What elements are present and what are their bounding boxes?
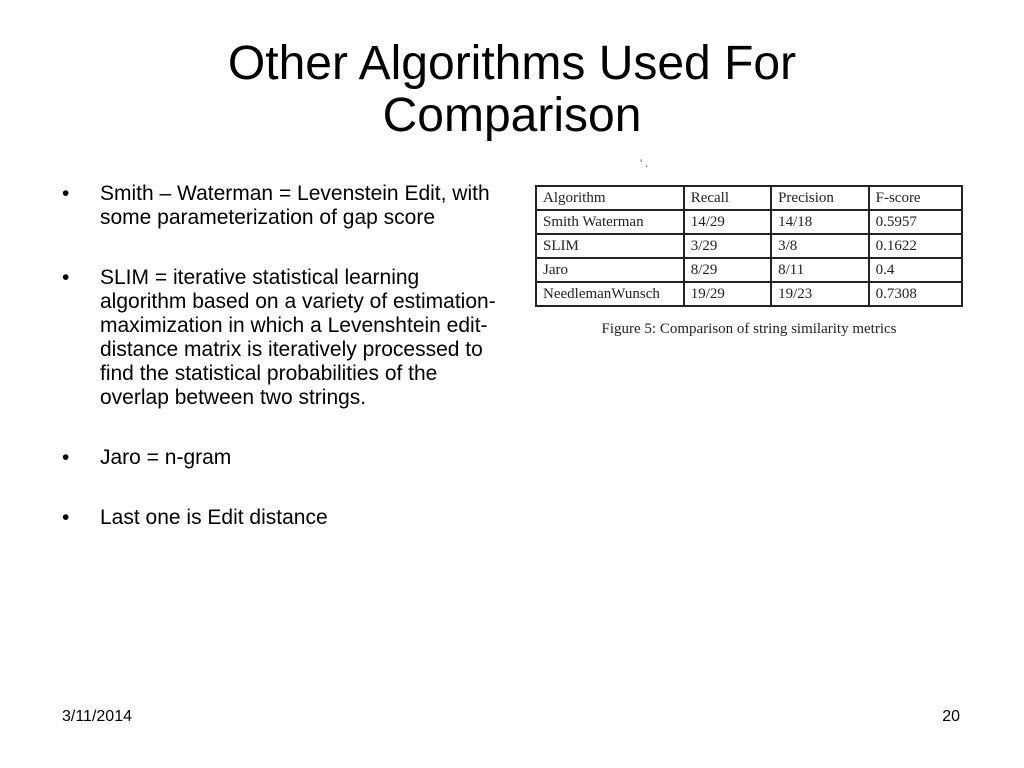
scan-artifact: ' .	[640, 156, 649, 170]
bullet-dot-icon: •	[62, 266, 70, 289]
table-row	[536, 234, 962, 258]
header-cell: F-score	[869, 186, 962, 210]
results-table	[535, 185, 963, 307]
table-row	[536, 282, 962, 306]
table-cell: 0.4	[869, 258, 962, 282]
bullet-item	[62, 266, 502, 410]
bullet-text: SLIM = iterative statistical learning algorithm based on a variety of estimation-maximization in which a Levenshtein edit-distance matrix is iteratively processed to find the statistical probabilities of the overlap between two strings.	[100, 266, 496, 409]
table-cell: 3/29	[684, 234, 771, 258]
bullet-item	[62, 446, 502, 470]
slide-title-line1: Other Algorithms Used For	[227, 37, 797, 90]
bullet-list	[62, 182, 502, 566]
table-cell: 8/29	[684, 258, 771, 282]
slide-title	[60, 38, 964, 142]
header-cell: Recall	[684, 186, 771, 210]
table-cell: 14/29	[684, 210, 771, 234]
slide-title-line2: Comparison	[382, 89, 642, 142]
bullet-dot-icon: •	[62, 446, 70, 469]
header-cell: Algorithm	[536, 186, 684, 210]
footer-date: 3/11/2014	[62, 708, 132, 725]
table-cell: Smith Waterman	[536, 210, 684, 234]
table-cell: NeedlemanWunsch	[536, 282, 684, 306]
figure-image	[535, 185, 963, 338]
table-cell: SLIM	[536, 234, 684, 258]
table-cell: 19/23	[771, 282, 869, 306]
table-cell: 3/8	[771, 234, 869, 258]
table-cell: 0.5957	[869, 210, 962, 234]
page-number: 20	[942, 708, 960, 725]
bullet-item	[62, 182, 502, 230]
bullet-text: Smith – Waterman = Levenstein Edit, with some parameterization of gap score	[100, 182, 490, 229]
table-row	[536, 210, 962, 234]
table-cell: Jaro	[536, 258, 684, 282]
table-row	[536, 258, 962, 282]
header-cell: Precision	[771, 186, 869, 210]
bullet-item	[62, 506, 502, 530]
bullet-text: Jaro = n-gram	[100, 446, 232, 469]
bullet-dot-icon: •	[62, 182, 70, 205]
bullet-dot-icon: •	[62, 506, 70, 529]
table-cell: 14/18	[771, 210, 869, 234]
table-cell: 8/11	[771, 258, 869, 282]
table-cell: 0.7308	[869, 282, 962, 306]
table-header-row	[536, 186, 962, 210]
figure-caption: Figure 5: Comparison of string similarity metrics	[601, 321, 897, 337]
bullet-text: Last one is Edit distance	[100, 506, 328, 529]
table-cell: 0.1622	[869, 234, 962, 258]
table-cell: 19/29	[684, 282, 771, 306]
